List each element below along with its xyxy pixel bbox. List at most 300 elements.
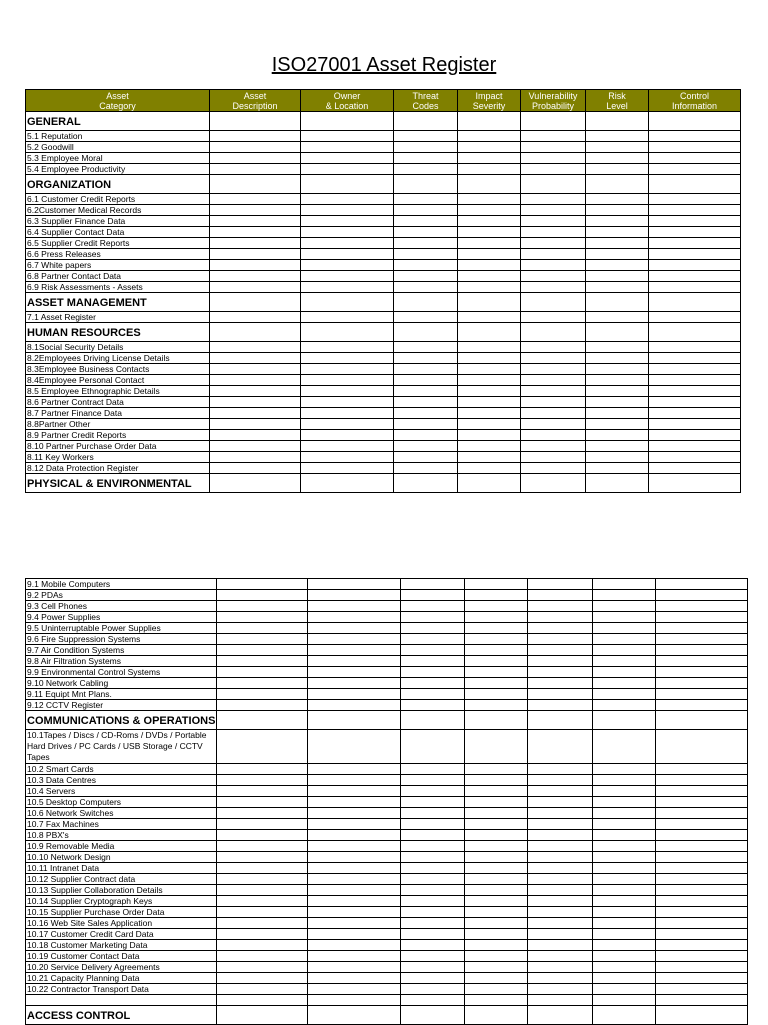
- empty-cell[interactable]: [656, 730, 748, 764]
- empty-cell[interactable]: [586, 474, 649, 493]
- empty-cell[interactable]: [521, 353, 586, 364]
- empty-cell[interactable]: [528, 579, 593, 590]
- empty-cell[interactable]: [401, 808, 465, 819]
- empty-cell[interactable]: [308, 711, 401, 730]
- empty-cell[interactable]: [210, 312, 301, 323]
- empty-cell[interactable]: [458, 323, 521, 342]
- empty-cell[interactable]: [465, 775, 528, 786]
- empty-cell[interactable]: [528, 689, 593, 700]
- empty-cell[interactable]: [308, 984, 401, 995]
- empty-cell[interactable]: [656, 918, 748, 929]
- empty-cell[interactable]: [465, 1006, 528, 1025]
- empty-cell[interactable]: [301, 430, 394, 441]
- empty-cell[interactable]: [308, 623, 401, 634]
- empty-cell[interactable]: [394, 271, 458, 282]
- empty-cell[interactable]: [308, 730, 401, 764]
- empty-cell[interactable]: [217, 852, 308, 863]
- empty-cell[interactable]: [210, 419, 301, 430]
- empty-cell[interactable]: [308, 896, 401, 907]
- empty-cell[interactable]: [465, 995, 528, 1006]
- empty-cell[interactable]: [401, 579, 465, 590]
- empty-cell[interactable]: [394, 430, 458, 441]
- empty-cell[interactable]: [458, 375, 521, 386]
- empty-cell[interactable]: [308, 678, 401, 689]
- empty-cell[interactable]: [301, 227, 394, 238]
- empty-cell[interactable]: [528, 984, 593, 995]
- empty-cell[interactable]: [521, 131, 586, 142]
- empty-cell[interactable]: [521, 175, 586, 194]
- empty-cell[interactable]: [465, 885, 528, 896]
- empty-cell[interactable]: [217, 634, 308, 645]
- empty-cell[interactable]: [593, 689, 656, 700]
- empty-cell[interactable]: [301, 293, 394, 312]
- empty-cell[interactable]: [521, 164, 586, 175]
- empty-cell[interactable]: [465, 907, 528, 918]
- empty-cell[interactable]: [656, 634, 748, 645]
- empty-cell[interactable]: [458, 474, 521, 493]
- empty-cell[interactable]: [586, 227, 649, 238]
- empty-cell[interactable]: [308, 764, 401, 775]
- empty-cell[interactable]: [217, 623, 308, 634]
- empty-cell[interactable]: [465, 786, 528, 797]
- empty-cell[interactable]: [649, 364, 741, 375]
- empty-cell[interactable]: [656, 962, 748, 973]
- empty-cell[interactable]: [301, 408, 394, 419]
- empty-cell[interactable]: [586, 452, 649, 463]
- empty-cell[interactable]: [593, 896, 656, 907]
- empty-cell[interactable]: [458, 441, 521, 452]
- empty-cell[interactable]: [401, 775, 465, 786]
- empty-cell[interactable]: [656, 874, 748, 885]
- empty-cell[interactable]: [308, 1006, 401, 1025]
- empty-cell[interactable]: [458, 408, 521, 419]
- empty-cell[interactable]: [586, 142, 649, 153]
- empty-cell[interactable]: [649, 397, 741, 408]
- empty-cell[interactable]: [656, 841, 748, 852]
- empty-cell[interactable]: [656, 775, 748, 786]
- empty-cell[interactable]: [656, 623, 748, 634]
- empty-cell[interactable]: [521, 216, 586, 227]
- empty-cell[interactable]: [593, 579, 656, 590]
- empty-cell[interactable]: [465, 973, 528, 984]
- empty-cell[interactable]: [210, 153, 301, 164]
- empty-cell[interactable]: [308, 863, 401, 874]
- empty-cell[interactable]: [394, 194, 458, 205]
- empty-cell[interactable]: [217, 819, 308, 830]
- empty-cell[interactable]: [301, 216, 394, 227]
- empty-cell[interactable]: [656, 678, 748, 689]
- empty-cell[interactable]: [217, 907, 308, 918]
- empty-cell[interactable]: [528, 612, 593, 623]
- empty-cell[interactable]: [586, 408, 649, 419]
- empty-cell[interactable]: [308, 852, 401, 863]
- empty-cell[interactable]: [308, 667, 401, 678]
- empty-cell[interactable]: [465, 830, 528, 841]
- empty-cell[interactable]: [586, 419, 649, 430]
- empty-cell[interactable]: [593, 601, 656, 612]
- empty-cell[interactable]: [656, 656, 748, 667]
- empty-cell[interactable]: [401, 612, 465, 623]
- empty-cell[interactable]: [401, 667, 465, 678]
- empty-cell[interactable]: [521, 419, 586, 430]
- empty-cell[interactable]: [656, 885, 748, 896]
- empty-cell[interactable]: [593, 775, 656, 786]
- empty-cell[interactable]: [465, 623, 528, 634]
- empty-cell[interactable]: [593, 819, 656, 830]
- empty-cell[interactable]: [649, 452, 741, 463]
- empty-cell[interactable]: [308, 929, 401, 940]
- empty-cell[interactable]: [301, 312, 394, 323]
- empty-cell[interactable]: [217, 612, 308, 623]
- empty-cell[interactable]: [401, 830, 465, 841]
- empty-cell[interactable]: [394, 397, 458, 408]
- empty-cell[interactable]: [593, 678, 656, 689]
- empty-cell[interactable]: [521, 397, 586, 408]
- empty-cell[interactable]: [394, 175, 458, 194]
- empty-cell[interactable]: [528, 601, 593, 612]
- empty-cell[interactable]: [458, 353, 521, 364]
- empty-cell[interactable]: [458, 153, 521, 164]
- empty-cell[interactable]: [521, 282, 586, 293]
- empty-cell[interactable]: [593, 984, 656, 995]
- empty-cell[interactable]: [586, 153, 649, 164]
- empty-cell[interactable]: [210, 408, 301, 419]
- empty-cell[interactable]: [308, 819, 401, 830]
- empty-cell[interactable]: [528, 995, 593, 1006]
- empty-cell[interactable]: [465, 700, 528, 711]
- empty-cell[interactable]: [458, 397, 521, 408]
- empty-cell[interactable]: [394, 249, 458, 260]
- empty-cell[interactable]: [301, 238, 394, 249]
- empty-cell[interactable]: [217, 656, 308, 667]
- empty-cell[interactable]: [308, 874, 401, 885]
- empty-cell[interactable]: [401, 764, 465, 775]
- empty-cell[interactable]: [210, 227, 301, 238]
- empty-cell[interactable]: [210, 323, 301, 342]
- empty-cell[interactable]: [217, 601, 308, 612]
- empty-cell[interactable]: [521, 430, 586, 441]
- empty-cell[interactable]: [401, 852, 465, 863]
- empty-cell[interactable]: [649, 260, 741, 271]
- empty-cell[interactable]: [301, 112, 394, 131]
- empty-cell[interactable]: [210, 142, 301, 153]
- empty-cell[interactable]: [308, 612, 401, 623]
- empty-cell[interactable]: [301, 419, 394, 430]
- empty-cell[interactable]: [649, 175, 741, 194]
- empty-cell[interactable]: [593, 590, 656, 601]
- empty-cell[interactable]: [458, 238, 521, 249]
- empty-cell[interactable]: [210, 293, 301, 312]
- empty-cell[interactable]: [401, 896, 465, 907]
- empty-cell[interactable]: [586, 375, 649, 386]
- empty-cell[interactable]: [301, 375, 394, 386]
- empty-cell[interactable]: [217, 764, 308, 775]
- empty-cell[interactable]: [308, 808, 401, 819]
- empty-cell[interactable]: [301, 463, 394, 474]
- empty-cell[interactable]: [593, 885, 656, 896]
- empty-cell[interactable]: [649, 430, 741, 441]
- empty-cell[interactable]: [458, 175, 521, 194]
- empty-cell[interactable]: [401, 819, 465, 830]
- empty-cell[interactable]: [649, 441, 741, 452]
- empty-cell[interactable]: [217, 590, 308, 601]
- empty-cell[interactable]: [217, 929, 308, 940]
- empty-cell[interactable]: [528, 841, 593, 852]
- empty-cell[interactable]: [528, 678, 593, 689]
- empty-cell[interactable]: [301, 249, 394, 260]
- empty-cell[interactable]: [301, 323, 394, 342]
- empty-cell[interactable]: [465, 940, 528, 951]
- empty-cell[interactable]: [649, 153, 741, 164]
- empty-cell[interactable]: [586, 342, 649, 353]
- empty-cell[interactable]: [308, 973, 401, 984]
- empty-cell[interactable]: [394, 408, 458, 419]
- empty-cell[interactable]: [528, 896, 593, 907]
- empty-cell[interactable]: [458, 452, 521, 463]
- empty-cell[interactable]: [465, 678, 528, 689]
- empty-cell[interactable]: [394, 474, 458, 493]
- empty-cell[interactable]: [593, 786, 656, 797]
- empty-cell[interactable]: [210, 194, 301, 205]
- empty-cell[interactable]: [458, 112, 521, 131]
- empty-cell[interactable]: [301, 153, 394, 164]
- empty-cell[interactable]: [649, 375, 741, 386]
- empty-cell[interactable]: [458, 342, 521, 353]
- empty-cell[interactable]: [656, 830, 748, 841]
- empty-cell[interactable]: [458, 271, 521, 282]
- empty-cell[interactable]: [656, 645, 748, 656]
- empty-cell[interactable]: [656, 863, 748, 874]
- empty-cell[interactable]: [521, 408, 586, 419]
- empty-cell[interactable]: [401, 689, 465, 700]
- empty-cell[interactable]: [656, 940, 748, 951]
- empty-cell[interactable]: [649, 249, 741, 260]
- empty-cell[interactable]: [458, 131, 521, 142]
- empty-cell[interactable]: [593, 656, 656, 667]
- empty-cell[interactable]: [210, 386, 301, 397]
- empty-cell[interactable]: [593, 764, 656, 775]
- empty-cell[interactable]: [465, 601, 528, 612]
- empty-cell[interactable]: [210, 164, 301, 175]
- empty-cell[interactable]: [210, 452, 301, 463]
- empty-cell[interactable]: [401, 951, 465, 962]
- empty-cell[interactable]: [308, 885, 401, 896]
- empty-cell[interactable]: [465, 874, 528, 885]
- empty-cell[interactable]: [649, 282, 741, 293]
- empty-cell[interactable]: [528, 645, 593, 656]
- empty-cell[interactable]: [649, 131, 741, 142]
- empty-cell[interactable]: [308, 634, 401, 645]
- empty-cell[interactable]: [586, 238, 649, 249]
- empty-cell[interactable]: [394, 260, 458, 271]
- empty-cell[interactable]: [301, 164, 394, 175]
- empty-cell[interactable]: [210, 238, 301, 249]
- empty-cell[interactable]: [394, 386, 458, 397]
- empty-cell[interactable]: [465, 590, 528, 601]
- empty-cell[interactable]: [458, 386, 521, 397]
- empty-cell[interactable]: [593, 797, 656, 808]
- empty-cell[interactable]: [465, 711, 528, 730]
- empty-cell[interactable]: [465, 819, 528, 830]
- empty-cell[interactable]: [528, 656, 593, 667]
- empty-cell[interactable]: [465, 929, 528, 940]
- empty-cell[interactable]: [521, 238, 586, 249]
- empty-cell[interactable]: [528, 730, 593, 764]
- empty-cell[interactable]: [394, 164, 458, 175]
- empty-cell[interactable]: [301, 131, 394, 142]
- empty-cell[interactable]: [593, 863, 656, 874]
- empty-cell[interactable]: [593, 973, 656, 984]
- empty-cell[interactable]: [465, 645, 528, 656]
- empty-cell[interactable]: [217, 841, 308, 852]
- empty-cell[interactable]: [586, 353, 649, 364]
- empty-cell[interactable]: [301, 386, 394, 397]
- empty-cell[interactable]: [217, 885, 308, 896]
- empty-cell[interactable]: [217, 995, 308, 1006]
- empty-cell[interactable]: [308, 940, 401, 951]
- empty-cell[interactable]: [521, 227, 586, 238]
- empty-cell[interactable]: [656, 797, 748, 808]
- empty-cell[interactable]: [465, 918, 528, 929]
- empty-cell[interactable]: [528, 929, 593, 940]
- empty-cell[interactable]: [528, 852, 593, 863]
- empty-cell[interactable]: [528, 863, 593, 874]
- empty-cell[interactable]: [528, 590, 593, 601]
- empty-cell[interactable]: [593, 907, 656, 918]
- empty-cell[interactable]: [593, 830, 656, 841]
- empty-cell[interactable]: [217, 830, 308, 841]
- empty-cell[interactable]: [401, 645, 465, 656]
- empty-cell[interactable]: [217, 1006, 308, 1025]
- empty-cell[interactable]: [308, 700, 401, 711]
- empty-cell[interactable]: [649, 227, 741, 238]
- empty-cell[interactable]: [465, 667, 528, 678]
- empty-cell[interactable]: [394, 323, 458, 342]
- empty-cell[interactable]: [649, 323, 741, 342]
- empty-cell[interactable]: [586, 463, 649, 474]
- empty-cell[interactable]: [394, 463, 458, 474]
- empty-cell[interactable]: [217, 863, 308, 874]
- empty-cell[interactable]: [593, 634, 656, 645]
- empty-cell[interactable]: [217, 775, 308, 786]
- empty-cell[interactable]: [210, 249, 301, 260]
- empty-cell[interactable]: [465, 579, 528, 590]
- empty-cell[interactable]: [593, 918, 656, 929]
- empty-cell[interactable]: [458, 164, 521, 175]
- empty-cell[interactable]: [528, 951, 593, 962]
- empty-cell[interactable]: [394, 238, 458, 249]
- empty-cell[interactable]: [217, 711, 308, 730]
- empty-cell[interactable]: [394, 112, 458, 131]
- empty-cell[interactable]: [528, 918, 593, 929]
- empty-cell[interactable]: [521, 452, 586, 463]
- empty-cell[interactable]: [465, 764, 528, 775]
- empty-cell[interactable]: [465, 951, 528, 962]
- empty-cell[interactable]: [308, 995, 401, 1006]
- empty-cell[interactable]: [217, 645, 308, 656]
- empty-cell[interactable]: [401, 929, 465, 940]
- empty-cell[interactable]: [593, 711, 656, 730]
- empty-cell[interactable]: [401, 841, 465, 852]
- empty-cell[interactable]: [528, 711, 593, 730]
- empty-cell[interactable]: [586, 323, 649, 342]
- empty-cell[interactable]: [401, 634, 465, 645]
- empty-cell[interactable]: [586, 164, 649, 175]
- empty-cell[interactable]: [217, 874, 308, 885]
- empty-cell[interactable]: [593, 1006, 656, 1025]
- empty-cell[interactable]: [528, 874, 593, 885]
- empty-cell[interactable]: [586, 397, 649, 408]
- empty-cell[interactable]: [465, 863, 528, 874]
- empty-cell[interactable]: [465, 730, 528, 764]
- empty-cell[interactable]: [528, 775, 593, 786]
- empty-cell[interactable]: [401, 995, 465, 1006]
- empty-cell[interactable]: [656, 1006, 748, 1025]
- empty-cell[interactable]: [593, 623, 656, 634]
- empty-cell[interactable]: [301, 342, 394, 353]
- empty-cell[interactable]: [210, 271, 301, 282]
- empty-cell[interactable]: [217, 667, 308, 678]
- empty-cell[interactable]: [465, 962, 528, 973]
- empty-cell[interactable]: [656, 973, 748, 984]
- empty-cell[interactable]: [593, 700, 656, 711]
- empty-cell[interactable]: [394, 282, 458, 293]
- empty-cell[interactable]: [308, 907, 401, 918]
- empty-cell[interactable]: [210, 260, 301, 271]
- empty-cell[interactable]: [656, 590, 748, 601]
- empty-cell[interactable]: [528, 962, 593, 973]
- empty-cell[interactable]: [528, 634, 593, 645]
- empty-cell[interactable]: [521, 142, 586, 153]
- empty-cell[interactable]: [528, 819, 593, 830]
- empty-cell[interactable]: [649, 386, 741, 397]
- empty-cell[interactable]: [521, 249, 586, 260]
- empty-cell[interactable]: [528, 700, 593, 711]
- empty-cell[interactable]: [308, 775, 401, 786]
- empty-cell[interactable]: [217, 678, 308, 689]
- empty-cell[interactable]: [301, 364, 394, 375]
- empty-cell[interactable]: [394, 342, 458, 353]
- empty-cell[interactable]: [593, 645, 656, 656]
- empty-cell[interactable]: [401, 601, 465, 612]
- empty-cell[interactable]: [521, 386, 586, 397]
- empty-cell[interactable]: [401, 730, 465, 764]
- empty-cell[interactable]: [217, 700, 308, 711]
- empty-cell[interactable]: [210, 430, 301, 441]
- empty-cell[interactable]: [301, 194, 394, 205]
- empty-cell[interactable]: [210, 216, 301, 227]
- empty-cell[interactable]: [210, 463, 301, 474]
- empty-cell[interactable]: [217, 579, 308, 590]
- empty-cell[interactable]: [210, 175, 301, 194]
- empty-cell[interactable]: [394, 452, 458, 463]
- empty-cell[interactable]: [649, 164, 741, 175]
- empty-cell[interactable]: [649, 474, 741, 493]
- empty-cell[interactable]: [586, 430, 649, 441]
- empty-cell[interactable]: [649, 205, 741, 216]
- empty-cell[interactable]: [401, 700, 465, 711]
- empty-cell[interactable]: [586, 216, 649, 227]
- empty-cell[interactable]: [308, 579, 401, 590]
- empty-cell[interactable]: [458, 227, 521, 238]
- empty-cell[interactable]: [528, 764, 593, 775]
- empty-cell[interactable]: [308, 918, 401, 929]
- empty-cell[interactable]: [308, 645, 401, 656]
- empty-cell[interactable]: [528, 667, 593, 678]
- empty-cell[interactable]: [528, 623, 593, 634]
- empty-cell[interactable]: [521, 323, 586, 342]
- empty-cell[interactable]: [649, 238, 741, 249]
